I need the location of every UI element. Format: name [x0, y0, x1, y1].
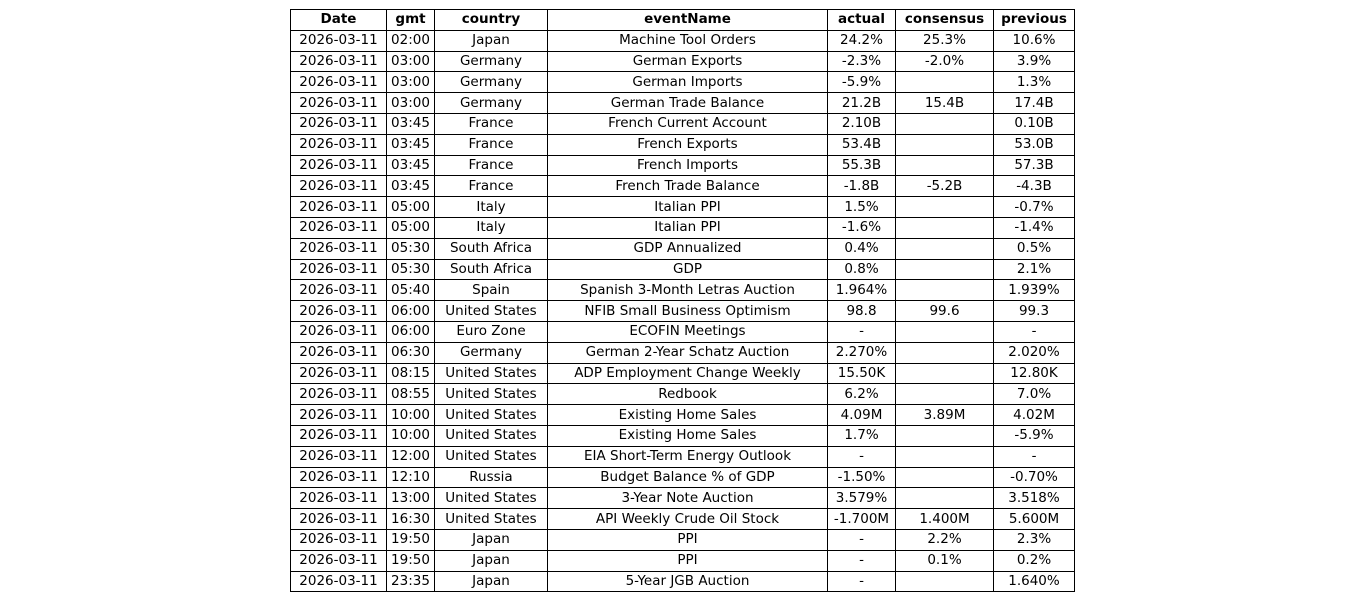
cell-consensus — [896, 321, 994, 342]
cell-gmt: 12:10 — [387, 467, 435, 488]
cell-consensus — [896, 363, 994, 384]
column-header-actual: actual — [828, 10, 896, 31]
cell-actual: 55.3B — [828, 155, 896, 176]
cell-date: 2026-03-11 — [291, 321, 387, 342]
cell-country: Japan — [435, 30, 548, 51]
table-row — [291, 509, 1075, 530]
cell-previous: -4.3B — [994, 176, 1075, 197]
cell-date: 2026-03-11 — [291, 176, 387, 197]
cell-gmt: 02:00 — [387, 30, 435, 51]
table-row — [291, 51, 1075, 72]
table-row — [291, 488, 1075, 509]
cell-gmt: 03:00 — [387, 72, 435, 93]
cell-gmt: 03:45 — [387, 113, 435, 134]
table-row — [291, 197, 1075, 218]
cell-gmt: 06:30 — [387, 342, 435, 363]
cell-previous: -0.70% — [994, 467, 1075, 488]
cell-previous: 99.3 — [994, 301, 1075, 322]
cell-consensus: 2.2% — [896, 529, 994, 550]
cell-date: 2026-03-11 — [291, 405, 387, 426]
cell-country: Euro Zone — [435, 321, 548, 342]
cell-actual: 1.964% — [828, 280, 896, 301]
cell-previous: 1.3% — [994, 72, 1075, 93]
cell-previous: 1.640% — [994, 571, 1075, 592]
table-row — [291, 550, 1075, 571]
cell-gmt: 03:00 — [387, 51, 435, 72]
table-row — [291, 93, 1075, 114]
cell-consensus — [896, 280, 994, 301]
cell-event-name: French Imports — [548, 155, 828, 176]
cell-event-name: Spanish 3-Month Letras Auction — [548, 280, 828, 301]
cell-actual: 98.8 — [828, 301, 896, 322]
cell-previous: 2.020% — [994, 342, 1075, 363]
cell-consensus — [896, 259, 994, 280]
cell-previous: 2.3% — [994, 529, 1075, 550]
cell-country: France — [435, 176, 548, 197]
cell-date: 2026-03-11 — [291, 342, 387, 363]
cell-gmt: 03:45 — [387, 134, 435, 155]
cell-country: France — [435, 155, 548, 176]
cell-date: 2026-03-11 — [291, 363, 387, 384]
cell-country: France — [435, 113, 548, 134]
cell-previous: 2.1% — [994, 259, 1075, 280]
cell-event-name: German Exports — [548, 51, 828, 72]
cell-previous: 3.518% — [994, 488, 1075, 509]
table-row — [291, 238, 1075, 259]
cell-event-name: ADP Employment Change Weekly — [548, 363, 828, 384]
cell-date: 2026-03-11 — [291, 197, 387, 218]
cell-consensus — [896, 197, 994, 218]
cell-actual: 1.5% — [828, 197, 896, 218]
cell-actual: 3.579% — [828, 488, 896, 509]
cell-country: Germany — [435, 72, 548, 93]
cell-actual: 0.4% — [828, 238, 896, 259]
cell-country: United States — [435, 384, 548, 405]
table-header — [291, 10, 1075, 31]
cell-gmt: 10:00 — [387, 425, 435, 446]
cell-gmt: 05:00 — [387, 217, 435, 238]
column-header-consensus: consensus — [896, 10, 994, 31]
table-row — [291, 155, 1075, 176]
cell-previous: -0.7% — [994, 197, 1075, 218]
cell-country: United States — [435, 363, 548, 384]
table-row — [291, 280, 1075, 301]
table-row — [291, 321, 1075, 342]
cell-gmt: 06:00 — [387, 321, 435, 342]
cell-gmt: 06:00 — [387, 301, 435, 322]
cell-event-name: German Imports — [548, 72, 828, 93]
table-row — [291, 405, 1075, 426]
cell-previous: 0.2% — [994, 550, 1075, 571]
cell-previous: 3.9% — [994, 51, 1075, 72]
cell-event-name: French Exports — [548, 134, 828, 155]
cell-event-name: Existing Home Sales — [548, 425, 828, 446]
cell-actual: 15.50K — [828, 363, 896, 384]
cell-actual: - — [828, 321, 896, 342]
cell-consensus — [896, 113, 994, 134]
cell-actual: - — [828, 571, 896, 592]
cell-event-name: 5-Year JGB Auction — [548, 571, 828, 592]
cell-country: United States — [435, 425, 548, 446]
cell-gmt: 23:35 — [387, 571, 435, 592]
cell-previous: 5.600M — [994, 509, 1075, 530]
cell-event-name: NFIB Small Business Optimism — [548, 301, 828, 322]
cell-event-name: Existing Home Sales — [548, 405, 828, 426]
cell-actual: 1.7% — [828, 425, 896, 446]
table-row — [291, 113, 1075, 134]
cell-previous: 7.0% — [994, 384, 1075, 405]
economic-calendar-table — [290, 9, 1075, 592]
cell-country: United States — [435, 446, 548, 467]
cell-event-name: Machine Tool Orders — [548, 30, 828, 51]
cell-consensus: 15.4B — [896, 93, 994, 114]
cell-event-name: Italian PPI — [548, 217, 828, 238]
cell-consensus: 3.89M — [896, 405, 994, 426]
cell-date: 2026-03-11 — [291, 446, 387, 467]
table-row — [291, 342, 1075, 363]
cell-actual: -1.50% — [828, 467, 896, 488]
cell-previous: -5.9% — [994, 425, 1075, 446]
cell-country: Italy — [435, 197, 548, 218]
cell-actual: -1.700M — [828, 509, 896, 530]
cell-consensus — [896, 384, 994, 405]
cell-event-name: PPI — [548, 550, 828, 571]
table-row — [291, 134, 1075, 155]
cell-gmt: 05:00 — [387, 197, 435, 218]
cell-date: 2026-03-11 — [291, 113, 387, 134]
cell-consensus: 99.6 — [896, 301, 994, 322]
cell-country: South Africa — [435, 238, 548, 259]
cell-previous: 10.6% — [994, 30, 1075, 51]
cell-previous: 17.4B — [994, 93, 1075, 114]
cell-event-name: GDP Annualized — [548, 238, 828, 259]
cell-consensus — [896, 425, 994, 446]
table-row — [291, 259, 1075, 280]
table-row — [291, 384, 1075, 405]
cell-event-name: ECOFIN Meetings — [548, 321, 828, 342]
cell-date: 2026-03-11 — [291, 509, 387, 530]
cell-previous: 53.0B — [994, 134, 1075, 155]
cell-actual: 0.8% — [828, 259, 896, 280]
column-header-event-name: eventName — [548, 10, 828, 31]
cell-actual: - — [828, 529, 896, 550]
cell-event-name: Redbook — [548, 384, 828, 405]
cell-gmt: 03:45 — [387, 155, 435, 176]
cell-event-name: GDP — [548, 259, 828, 280]
cell-gmt: 19:50 — [387, 529, 435, 550]
cell-date: 2026-03-11 — [291, 217, 387, 238]
table-row — [291, 301, 1075, 322]
header-row — [291, 10, 1075, 31]
cell-gmt: 05:40 — [387, 280, 435, 301]
cell-date: 2026-03-11 — [291, 51, 387, 72]
cell-event-name: German 2-Year Schatz Auction — [548, 342, 828, 363]
cell-actual: 4.09M — [828, 405, 896, 426]
cell-actual: -2.3% — [828, 51, 896, 72]
cell-actual: 6.2% — [828, 384, 896, 405]
cell-actual: 2.270% — [828, 342, 896, 363]
column-header-gmt: gmt — [387, 10, 435, 31]
cell-gmt: 12:00 — [387, 446, 435, 467]
cell-actual: - — [828, 446, 896, 467]
cell-country: Spain — [435, 280, 548, 301]
cell-event-name: German Trade Balance — [548, 93, 828, 114]
cell-country: South Africa — [435, 259, 548, 280]
cell-country: Germany — [435, 93, 548, 114]
cell-gmt: 16:30 — [387, 509, 435, 530]
table-row — [291, 467, 1075, 488]
cell-date: 2026-03-11 — [291, 72, 387, 93]
cell-country: France — [435, 134, 548, 155]
cell-consensus — [896, 72, 994, 93]
cell-date: 2026-03-11 — [291, 259, 387, 280]
cell-event-name: 3-Year Note Auction — [548, 488, 828, 509]
table-row — [291, 425, 1075, 446]
table-row — [291, 571, 1075, 592]
table-row — [291, 176, 1075, 197]
cell-date: 2026-03-11 — [291, 155, 387, 176]
cell-country: Germany — [435, 342, 548, 363]
cell-date: 2026-03-11 — [291, 529, 387, 550]
cell-event-name: API Weekly Crude Oil Stock — [548, 509, 828, 530]
cell-gmt: 08:55 — [387, 384, 435, 405]
cell-consensus — [896, 217, 994, 238]
cell-country: United States — [435, 301, 548, 322]
cell-date: 2026-03-11 — [291, 425, 387, 446]
cell-country: Japan — [435, 571, 548, 592]
cell-consensus — [896, 571, 994, 592]
cell-previous: 0.5% — [994, 238, 1075, 259]
cell-event-name: French Current Account — [548, 113, 828, 134]
table-row — [291, 217, 1075, 238]
cell-country: Japan — [435, 529, 548, 550]
cell-previous: 4.02M — [994, 405, 1075, 426]
cell-event-name: Italian PPI — [548, 197, 828, 218]
cell-country: United States — [435, 509, 548, 530]
table-row — [291, 363, 1075, 384]
cell-date: 2026-03-11 — [291, 301, 387, 322]
cell-actual: -5.9% — [828, 72, 896, 93]
cell-actual: -1.6% — [828, 217, 896, 238]
cell-date: 2026-03-11 — [291, 280, 387, 301]
cell-consensus — [896, 155, 994, 176]
cell-event-name: French Trade Balance — [548, 176, 828, 197]
cell-previous: 12.80K — [994, 363, 1075, 384]
cell-consensus: 25.3% — [896, 30, 994, 51]
column-header-country: country — [435, 10, 548, 31]
cell-consensus: 0.1% — [896, 550, 994, 571]
cell-country: Russia — [435, 467, 548, 488]
cell-date: 2026-03-11 — [291, 550, 387, 571]
cell-actual: 24.2% — [828, 30, 896, 51]
cell-previous: 57.3B — [994, 155, 1075, 176]
cell-previous: - — [994, 446, 1075, 467]
cell-gmt: 19:50 — [387, 550, 435, 571]
cell-date: 2026-03-11 — [291, 30, 387, 51]
cell-consensus — [896, 134, 994, 155]
cell-date: 2026-03-11 — [291, 467, 387, 488]
cell-consensus: -2.0% — [896, 51, 994, 72]
cell-previous: - — [994, 321, 1075, 342]
cell-gmt: 05:30 — [387, 238, 435, 259]
cell-previous: 1.939% — [994, 280, 1075, 301]
cell-date: 2026-03-11 — [291, 238, 387, 259]
cell-country: Japan — [435, 550, 548, 571]
cell-country: Italy — [435, 217, 548, 238]
column-header-date: Date — [291, 10, 387, 31]
cell-actual: 21.2B — [828, 93, 896, 114]
table-row — [291, 30, 1075, 51]
table-row — [291, 72, 1075, 93]
cell-previous: 0.10B — [994, 113, 1075, 134]
cell-previous: -1.4% — [994, 217, 1075, 238]
cell-consensus — [896, 467, 994, 488]
cell-gmt: 03:00 — [387, 93, 435, 114]
cell-date: 2026-03-11 — [291, 384, 387, 405]
cell-actual: 2.10B — [828, 113, 896, 134]
cell-event-name: PPI — [548, 529, 828, 550]
table-row — [291, 446, 1075, 467]
cell-country: United States — [435, 405, 548, 426]
cell-country: United States — [435, 488, 548, 509]
cell-country: Germany — [435, 51, 548, 72]
cell-consensus — [896, 488, 994, 509]
cell-gmt: 13:00 — [387, 488, 435, 509]
cell-actual: - — [828, 550, 896, 571]
table-row — [291, 529, 1075, 550]
column-header-previous: previous — [994, 10, 1075, 31]
cell-consensus: 1.400M — [896, 509, 994, 530]
cell-actual: 53.4B — [828, 134, 896, 155]
cell-consensus: -5.2B — [896, 176, 994, 197]
cell-event-name: EIA Short-Term Energy Outlook — [548, 446, 828, 467]
cell-gmt: 05:30 — [387, 259, 435, 280]
cell-date: 2026-03-11 — [291, 93, 387, 114]
cell-consensus — [896, 238, 994, 259]
cell-date: 2026-03-11 — [291, 571, 387, 592]
cell-consensus — [896, 446, 994, 467]
cell-date: 2026-03-11 — [291, 488, 387, 509]
cell-date: 2026-03-11 — [291, 134, 387, 155]
cell-gmt: 03:45 — [387, 176, 435, 197]
cell-consensus — [896, 342, 994, 363]
cell-gmt: 08:15 — [387, 363, 435, 384]
cell-actual: -1.8B — [828, 176, 896, 197]
cell-gmt: 10:00 — [387, 405, 435, 426]
cell-event-name: Budget Balance % of GDP — [548, 467, 828, 488]
table-body — [291, 30, 1075, 592]
